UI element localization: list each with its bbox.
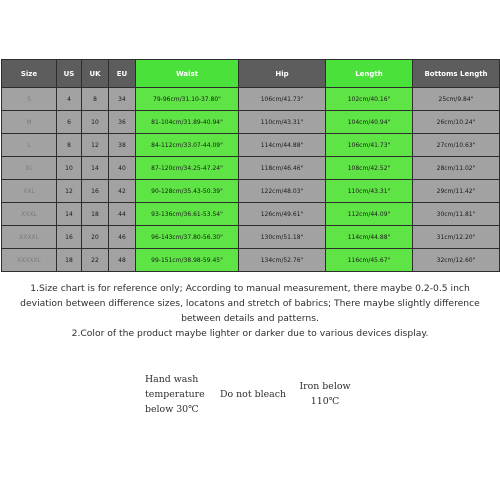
cell-us: 16 [57,226,82,249]
care-wash-line-3: below 30℃ [145,404,199,415]
cell-size: S [2,88,57,111]
note-line-1: 1.Size chart is for reference only; According to manual measurement, there maybe 0.2-0.5 inch [30,283,470,294]
cell-us: 18 [57,249,82,272]
cell-waist: 87-120cm/34.25-47.24" [136,157,239,180]
cell-eu: 40 [109,157,136,180]
cell-us: 8 [57,134,82,157]
note-line-3: between details and patterns. [181,313,319,324]
cell-size: XL [2,157,57,180]
size-notes [0,281,500,341]
header-eu: EU [109,60,136,88]
cell-length: 116cm/45.67" [326,249,413,272]
header-bottoms-length: Bottoms Length [413,60,500,88]
cell-waist: 90-128cm/35.43-50.39" [136,180,239,203]
cell-length: 102cm/40.16" [326,88,413,111]
cell-us: 12 [57,180,82,203]
table-row [2,157,500,180]
header-waist: Waist [136,60,239,88]
cell-eu: 46 [109,226,136,249]
header-length: Length [326,60,413,88]
cell-eu: 42 [109,180,136,203]
table-row [2,88,500,111]
care-hand-wash [145,372,205,417]
care-wash-line-2: temperature [145,389,205,400]
cell-length: 110cm/43.31" [326,180,413,203]
cell-bottoms-length: 27cm/10.63" [413,134,500,157]
cell-uk: 22 [82,249,109,272]
cell-eu: 36 [109,111,136,134]
cell-uk: 16 [82,180,109,203]
cell-uk: 18 [82,203,109,226]
care-iron [297,379,353,409]
cell-uk: 12 [82,134,109,157]
table-row [2,203,500,226]
cell-us: 10 [57,157,82,180]
cell-hip: 134cm/52.76" [239,249,326,272]
cell-waist: 81-104cm/31.89-40.94" [136,111,239,134]
cell-waist: 79-96cm/31.10-37.80" [136,88,239,111]
cell-bottoms-length: 25cm/9.84" [413,88,500,111]
table-row [2,111,500,134]
care-iron-line-2: 110℃ [310,396,340,407]
cell-length: 114cm/44.88" [326,226,413,249]
cell-us: 4 [57,88,82,111]
cell-eu: 48 [109,249,136,272]
care-iron-line-1: Iron below [299,381,351,392]
table-row [2,180,500,203]
table-row [2,226,500,249]
cell-hip: 118cm/46.46" [239,157,326,180]
header-size: Size [2,60,57,88]
cell-eu: 44 [109,203,136,226]
cell-bottoms-length: 32cm/12.60" [413,249,500,272]
cell-waist: 99-151cm/38.98-59.45" [136,249,239,272]
cell-waist: 96-143cm/37.80-56.30" [136,226,239,249]
cell-waist: 93-136cm/36.61-53.54" [136,203,239,226]
note-line-2: deviation between difference sizes, locatons and stretch of babrics; There maybe slightly difference [20,298,480,309]
care-bleach-label: Do not bleach [220,389,286,400]
table-row [2,134,500,157]
cell-length: 104cm/40.94" [326,111,413,134]
cell-bottoms-length: 28cm/11.02" [413,157,500,180]
cell-length: 112cm/44.09" [326,203,413,226]
header-hip: Hip [239,60,326,88]
cell-us: 6 [57,111,82,134]
cell-length: 106cm/41.73" [326,134,413,157]
cell-hip: 110cm/43.31" [239,111,326,134]
cell-us: 14 [57,203,82,226]
care-wash-line-1: Hand wash [145,374,199,385]
cell-uk: 14 [82,157,109,180]
cell-uk: 20 [82,226,109,249]
cell-waist: 84-112cm/33.07-44.09" [136,134,239,157]
size-chart-table [1,59,500,272]
cell-eu: 34 [109,88,136,111]
note-line-4: 2.Color of the product maybe lighter or darker due to various devices display. [71,328,429,339]
table-row [2,249,500,272]
cell-size: M [2,111,57,134]
cell-eu: 38 [109,134,136,157]
cell-size: XXXL [2,203,57,226]
cell-bottoms-length: 31cm/12.20" [413,226,500,249]
size-chart [1,59,499,272]
cell-hip: 122cm/48.03" [239,180,326,203]
cell-uk: 8 [82,88,109,111]
cell-uk: 10 [82,111,109,134]
cell-size: XXL [2,180,57,203]
cell-length: 108cm/42.52" [326,157,413,180]
header-uk: UK [82,60,109,88]
cell-hip: 106cm/41.73" [239,88,326,111]
cell-hip: 126cm/49.61" [239,203,326,226]
cell-hip: 130cm/51.18" [239,226,326,249]
cell-size: XXXXXL [2,249,57,272]
cell-size: L [2,134,57,157]
header-us: US [57,60,82,88]
cell-size: XXXXL [2,226,57,249]
cell-hip: 114cm/44.88" [239,134,326,157]
table-body [2,88,500,272]
care-no-bleach [220,387,286,402]
cell-bottoms-length: 26cm/10.24" [413,111,500,134]
cell-bottoms-length: 30cm/11.81" [413,203,500,226]
table-header-row [2,60,500,88]
cell-bottoms-length: 29cm/11.42" [413,180,500,203]
